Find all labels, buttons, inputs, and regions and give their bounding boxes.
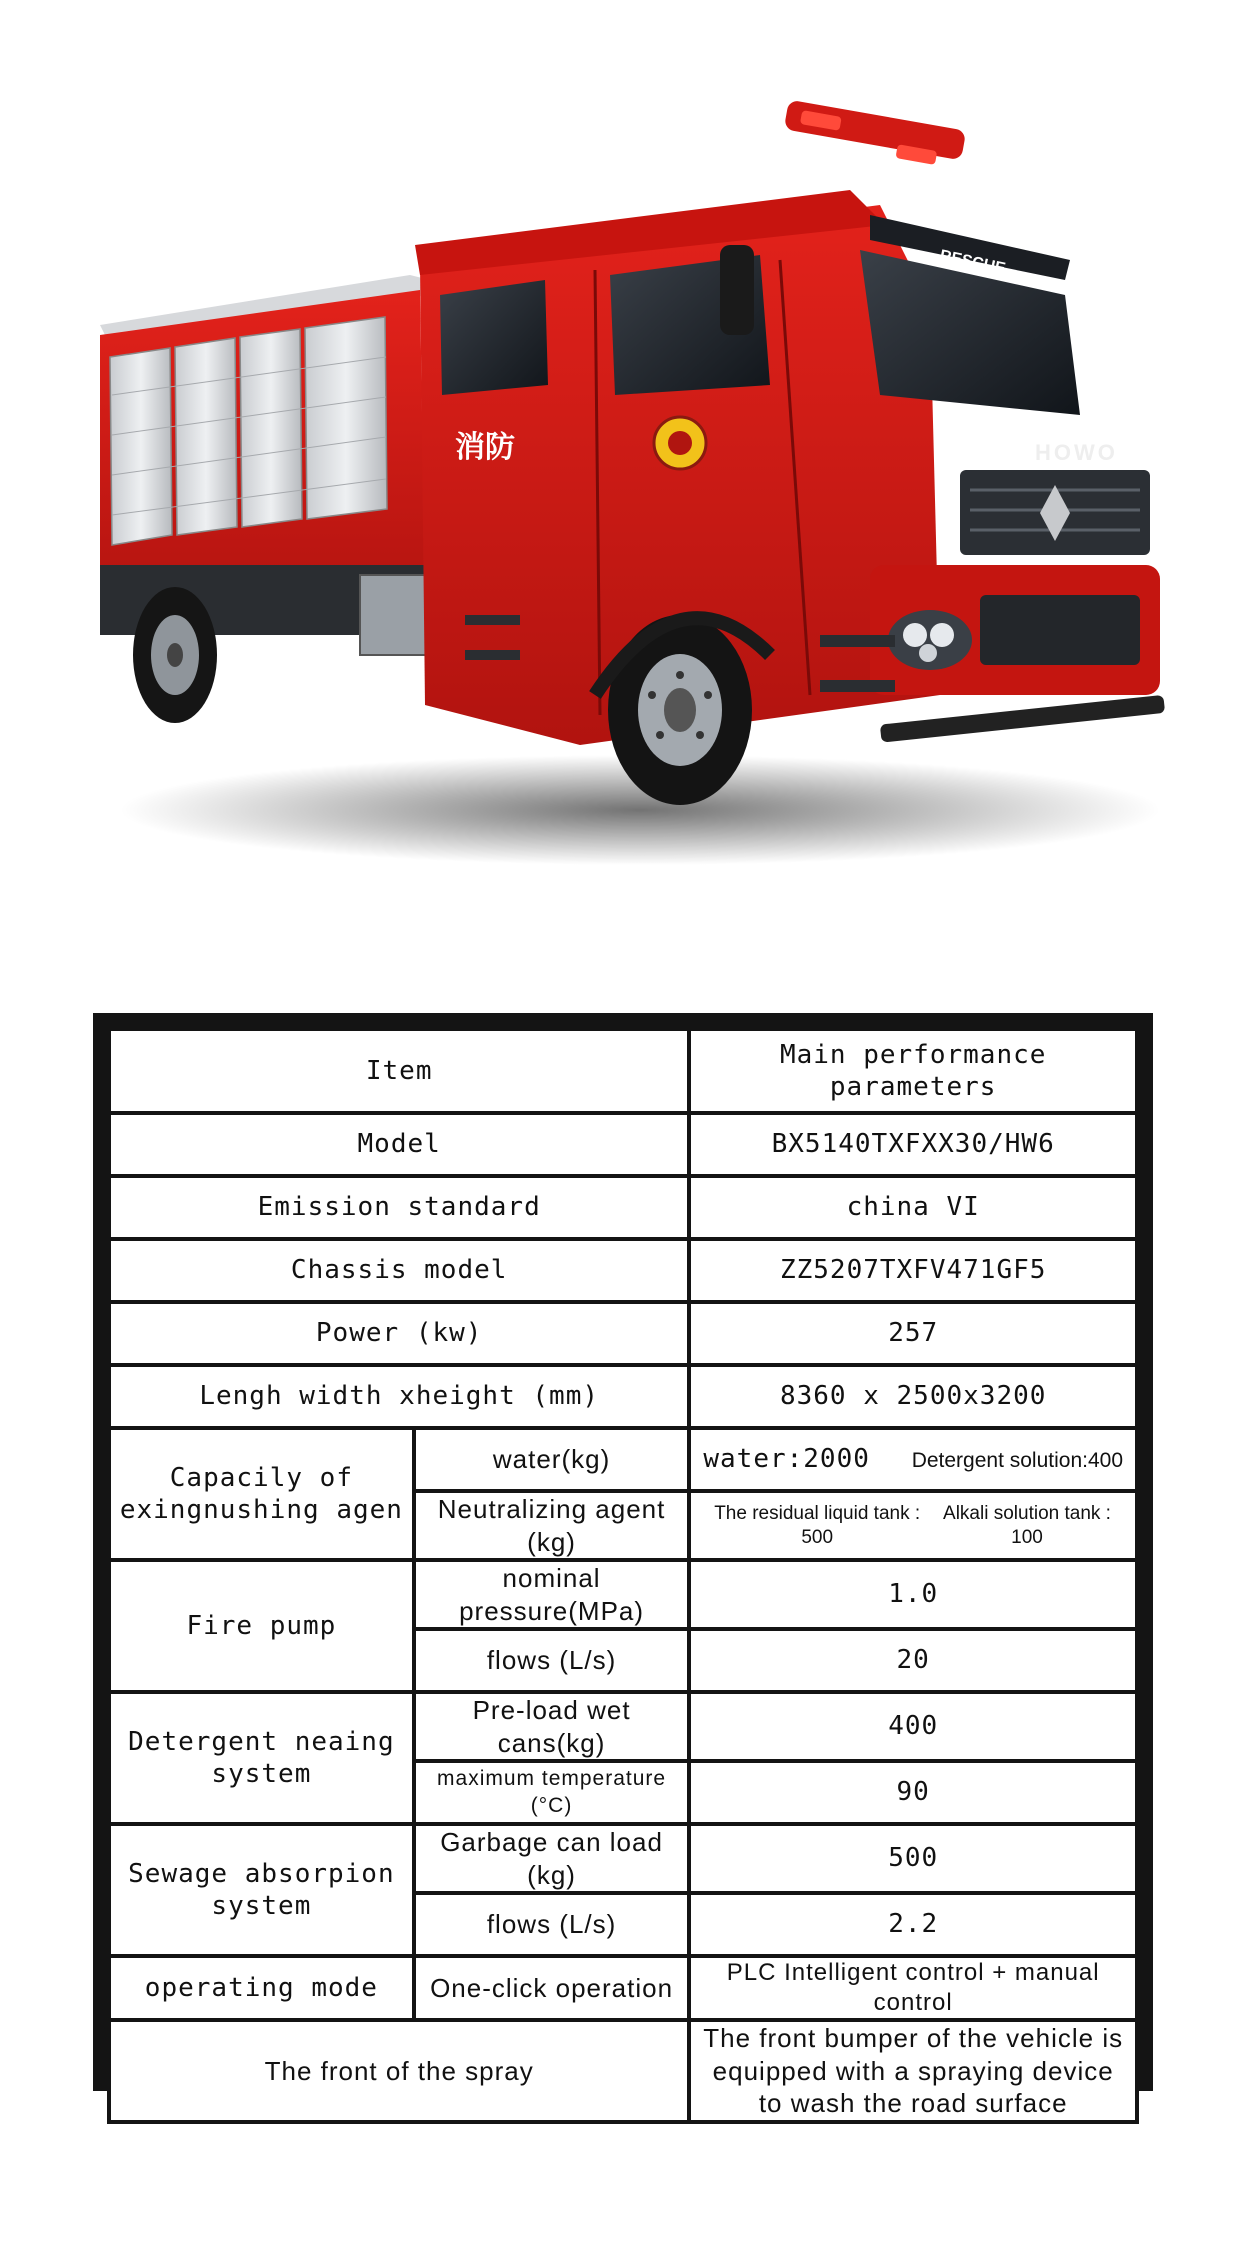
roller-shutters — [110, 317, 387, 545]
chassis-label: Chassis model — [111, 1241, 687, 1300]
operating-value: PLC Intelligent control + manual control — [691, 1958, 1135, 2018]
alkali-tank-value: Alkali solution tank : 100 — [943, 1502, 1111, 1548]
operating-label: operating mode — [111, 1958, 412, 2018]
model-value: BX5140TXFXX30/HW6 — [691, 1115, 1135, 1174]
fire-truck-photo — [80, 95, 1170, 895]
lower-grille — [980, 595, 1140, 665]
side-label: 消防 — [455, 430, 515, 465]
table-row — [111, 1241, 1135, 1300]
table-row — [111, 1562, 1135, 1627]
header-params: Main performance parameters — [691, 1031, 1135, 1111]
water-value: water:2000 — [703, 1444, 870, 1475]
table-row — [111, 1304, 1135, 1363]
model-label: Model — [111, 1115, 687, 1174]
rear-wheel — [133, 587, 217, 723]
headlight — [888, 610, 972, 670]
load-value: 500 — [691, 1826, 1135, 1891]
power-value: 257 — [691, 1304, 1135, 1363]
water-value-cell — [691, 1430, 1135, 1489]
table-row — [111, 1694, 1135, 1759]
table-row — [111, 1430, 1135, 1489]
pump-flows-label: flows (L/s) — [416, 1631, 688, 1690]
operating-sub: One-click operation — [416, 1958, 688, 2018]
table-row — [111, 1031, 1135, 1111]
header-item: Item — [111, 1031, 687, 1111]
dims-value: 8360 x 2500x3200 — [691, 1367, 1135, 1426]
capacity-label: Capacily of exingnushing agen — [111, 1430, 412, 1558]
neutral-label: Neutralizing agent (kg) — [416, 1493, 688, 1558]
table-row — [111, 1826, 1135, 1891]
temp-value: 90 — [691, 1763, 1135, 1822]
pump-label: Fire pump — [111, 1562, 412, 1690]
side-box — [360, 575, 430, 655]
side-mirror — [720, 245, 754, 335]
table-row — [111, 1178, 1135, 1237]
spray-label: The front of the spray — [111, 2022, 687, 2120]
sewage-label: Sewage absorpion system — [111, 1826, 412, 1954]
temp-label: maximum temperature (°C) — [416, 1763, 688, 1822]
table-row — [111, 1958, 1135, 2018]
cab-brand: HOWO — [1035, 440, 1118, 465]
dims-label: Lengh width xheight (mm) — [111, 1367, 687, 1426]
power-label: Power (kw) — [111, 1304, 687, 1363]
residual-tank-value: The residual liquid tank : 500 — [714, 1502, 921, 1548]
spec-table-frame — [93, 1013, 1153, 2118]
chassis-value: ZZ5207TXFV471GF5 — [691, 1241, 1135, 1300]
pressure-value: 1.0 — [691, 1562, 1135, 1627]
water-label: water(kg) — [416, 1430, 688, 1489]
preload-value: 400 — [691, 1694, 1135, 1759]
table-row — [111, 1115, 1135, 1174]
cab-banner: RESCUE — [938, 247, 1007, 278]
pump-flows-value: 20 — [691, 1631, 1135, 1690]
sewage-flows-value: 2.2 — [691, 1895, 1135, 1954]
rear-side-window — [440, 280, 548, 395]
sewage-flows-label: flows (L/s) — [416, 1895, 688, 1954]
pressure-label: nominal pressure(MPa) — [416, 1562, 688, 1627]
spec-table — [107, 1027, 1139, 2124]
table-row — [111, 1367, 1135, 1426]
light-bar — [784, 100, 966, 161]
neutral-value-cell — [691, 1493, 1135, 1558]
load-label: Garbage can load (kg) — [416, 1826, 688, 1891]
detergent-label: Detergent neaing system — [111, 1694, 412, 1822]
detergent-solution-value: Detergent solution:400 — [911, 1449, 1123, 1473]
spray-value: The front bumper of the vehicle is equipped with a spraying device to wash the road surface — [691, 2022, 1135, 2120]
emission-label: Emission standard — [111, 1178, 687, 1237]
preload-label: Pre-load wet cans(kg) — [416, 1694, 688, 1759]
table-row — [111, 2022, 1135, 2120]
emission-value: china VI — [691, 1178, 1135, 1237]
spray-bar — [880, 695, 1165, 743]
